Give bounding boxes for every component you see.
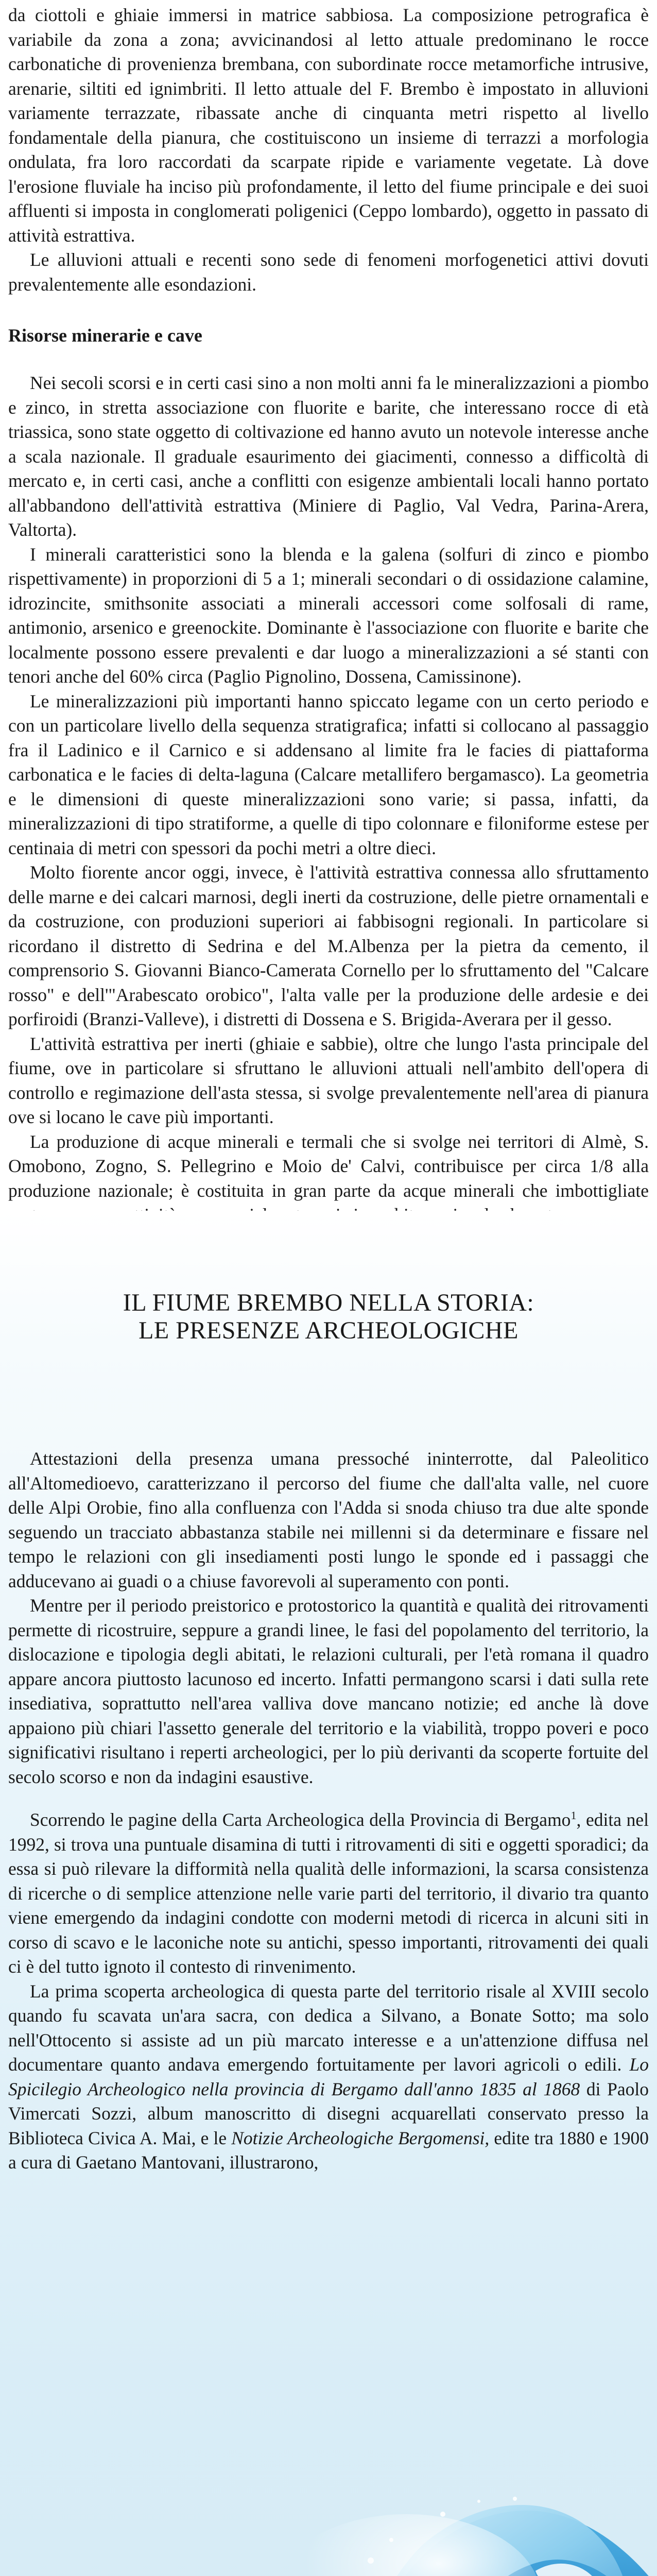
intro-paragraph: da ciottoli e ghiaie immersi in matrice sabbiosa. La composizione petrografica è variabile da zona a zona; avvicinandosi al letto attuale predominano le rocce carbonatiche di provenienza brembana, con subordinate rocce metamorfiche intrusive, arenarie, siltiti ed ignimbriti. Il letto attuale del F. Brembo è impostato in alluvioni variamente terrazzate, ribassate anche di cinquanta metri rispetto al livello fondamentale della pianura, che costituiscono un insieme di terrazzi a morfologia ondulata, fra loro raccordati da scarpate ripide e variamente vegetate. Là dove l'erosione fluviale ha inciso più profondamente, il letto del fiume principale e dei suoi affluenti si imposta in conglomerati poligenici (Ceppo lombardo), oggetto in passato di attività estrattiva. xyxy=(8,5,649,246)
paragraph-carta-archeologica: Scorrendo le pagine della Carta Archeologica della Provincia di Bergamo$^1$, edita nel 1992, si trova una puntuale disamina di tutti i ritrovamenti di siti e oggetti sporadici; da essa si può rilevare la difformità nella qualità delle informazioni, la scarsa consistenza di ricerche o di semplice attenzione nelle varie parti del territorio, il divario tra quanto viene emergendo da indagini condotte con moderni metodi di ricerca in alcuni siti in corso di scavo e le laconiche note su antichi, spesso importanti, ritrovamenti dei quali ci è del tutto ignoto il contesto di rinvenimento. xyxy=(8,1809,649,1977)
paragraph-inerti: L'attività estrattiva per inerti (ghiaie e sabbie), oltre che lungo l'asta principale del fiume, ove in particolare si sfruttano le alluvioni attuali nell'ambito dell'opera di controllo e regimazione dell'asta stessa, si svolge prevalentemente nell'area di pianura ove si locano le cave più importanti. xyxy=(8,1033,649,1127)
title-notizie-archeologiche: Notizie Archeologiche Bergomensi, xyxy=(231,2127,490,2148)
chapter-title-line-1: IL FIUME BREMBO NELLA STORIA: xyxy=(123,1289,534,1316)
water-wave-illustration xyxy=(0,2478,657,2576)
paragraph-periodo-preistorico: Mentre per il periodo preistorico e protostorico la quantità e qualità dei ritrovamenti permette di ricostruire, seppure a grandi linee, le fasi del popolamento del territorio, la dislocazione e tipologia degli abitati, le relazioni culturali, per l'età romana il quadro appare ancora piuttosto lacunoso ed incerto. Infatti permangono scarsi i dati sulla rete insediativa, soprattutto nell'area valliva dove mancano notizie; ed anche là dove appaiono più chiari l'assetto generale del territorio e la viabilità, troppo poveri e poco significativi risultano i reperti archeologici, per lo più derivanti da scoperte fortuite del secolo scorso e non da indagini esaustive. xyxy=(8,1595,649,1787)
paragraph-stratigrafia: Le mineralizzazioni più importanti hanno spiccato legame con un certo periodo e con un particolare livello della sequenza stratigrafica; infatti si collocano al passaggio fra il Ladinico e il Carnico e si addensano al limite fra le facies di piattaforma carbonatica e le facies di delta-laguna (Calcare metallifero bergamasco). La geometria e le dimensioni di queste mineralizzazioni sono varie; si passa, infatti, da mineralizzazioni di tipo stratiforme, a quelle di tipo colonnare e filoniforme estese per centinaia di metri con spessori da pochi metri a oltre dieci. xyxy=(8,690,649,858)
footnote-marker: 1 xyxy=(570,1809,577,1822)
lower-text-column xyxy=(8,1447,649,2175)
paragraph-minerali: I minerali caratteristici sono la blenda e la galena (solfuri di zinco e piombo rispettivamente) in proporzioni di 5 a 1; minerali secondari o di ossidazione calamine, idrozincite, smithsonite associati a minerali accessori come solfosali di rame, antimonio, arsenico e greenockite. Dominante è l'associazione con fluorite e barite che localmente possono essere prevalenti e dar luogo a mineralizzazioni a sé stanti con tenori anche del 60% circa (Paglio Pignolino, Dossena, Camissinone). xyxy=(8,544,649,687)
paragraph-mineralizzazioni: Nei secoli scorsi e in certi casi sino a non molti anni fa le mineralizzazioni a piombo e zinco, in stretta associazione con fluorite e barite, che interessano rocce di età triassica, sono state oggetto di coltivazione ed hanno avuto un notevole interesse anche a scala nazionale. Il graduale esaurimento dei giacimenti, connesso a difficoltà di mercato e, in certi casi, anche a conflitti con esigenze ambientali locali hanno portato all'abbandono dell'attività estrattiva (Miniere di Paglio, Val Vedra, Parina-Arera, Valtorta). xyxy=(8,372,649,540)
chapter-title-line-2: LE PRESENZE ARCHEOLOGICHE xyxy=(139,1317,518,1344)
paragraph-acque-minerali: La produzione di acque minerali e termali che si svolge nei territori di Almè, S. Omobono, Zogno, S. Pellegrino e Moio de' Calvi, contribuisce per circa 1/8 alla produzione nazionale; è costituita in gran parte da acque minerali che imbottigliate xyxy=(8,1131,649,1201)
paragraph-attivita-estrattiva: Molto fiorente ancor oggi, invece, è l'attività estrattiva connessa allo sfruttamento delle marne e dei calcari marnosi, degli inerti da costruzione, delle pietre ornamentali e da costruzione, con produzioni superiori ai fabbisogni regionali. In particolare si ricordano il distretto di Sedrina e del M.Albenza per la pietra da cemento, il comprensorio S. Giovanni Bianco-Camerata Cornello per lo sfruttamento del "Calcare rosso" e dell'"Arabescato orobico", l'alta valle per la produzione delle ardesie e dei porfiroidi (Branzi-Valleve), i distretti di Dossena e S. Brigida-Averara per il gesso. xyxy=(8,862,649,1029)
paragraph-prima-scoperta: La prima scoperta archeologica di questa parte del territorio risale al XVIII secolo quando fu scavata un'ara sacra, con dedica a Silvano, a Bonate Sotto; ma solo nell'Ottocento si assiste ad un più marcato interesse e a un'attenzione diffusa nel documentare quanto andava emergendo fortuitamente per lavori agricoli o edili. Lo Spicilegio Archeologico nella provincia di Bergamo dall'anno 1835 al 1868 di Paolo Vimercati Sozzi, album manoscritto di disegni acquarellati conservato presso la Biblioteca Civica A. Mai, e le Notizie Archeologiche Bergomensi, edite tra 1880 e 1900 a cura di Gaetano Mantovani, illustrarono, xyxy=(8,1980,649,2173)
title-spicilegio: Lo Spicilegio Archeologico nella provincia di Bergamo dall'anno 1835 al 1868 xyxy=(8,2054,649,2099)
chapter-title xyxy=(0,1289,657,1345)
section-heading: Risorse minerarie e cave xyxy=(8,325,202,346)
paragraph-attestazioni: Attestazioni della presenza umana pressoché ininterrotte, dal Paleolitico all'Altomedioevo, caratterizzano il percorso del fiume che dall'alta valle, nel cuore delle Alpi Orobie, fino alla confluenza con l'Adda si snoda chiuso tra due alte sponde seguendo un tracciato abbastanza stabile nei millenni si da determinare e fissare nel tempo le relazioni con gli insediamenti posti lungo le sponde ed i passaggi che adducevano ai guadi o a chiuse favorevoli al superamento con ponti. xyxy=(8,1448,649,1591)
alluvioni-paragraph: Le alluvioni attuali e recenti sono sede di fenomeni morfogenetici attivi dovuti prevalentemente alle esondazioni. xyxy=(8,249,649,295)
upper-text-column xyxy=(8,3,649,1228)
